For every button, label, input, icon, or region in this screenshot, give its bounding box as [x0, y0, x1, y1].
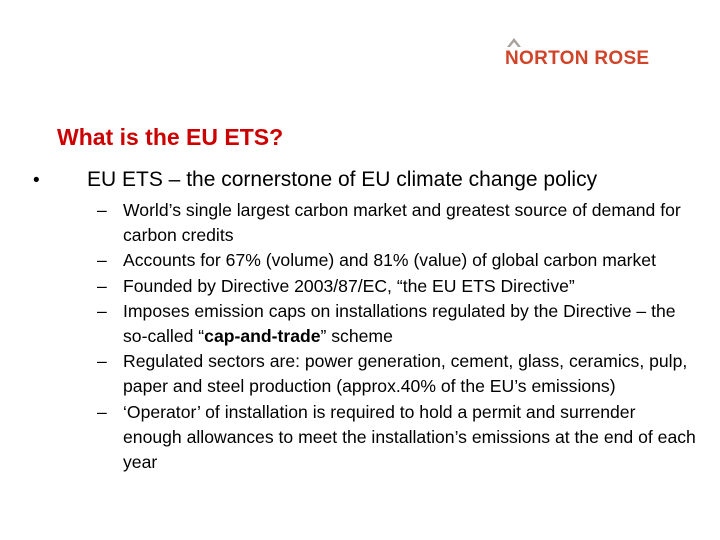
main-point: EU ETS – the cornerstone of EU climate change policy	[87, 168, 598, 191]
chevron-up-icon	[507, 38, 521, 47]
dash-bullet: –	[97, 250, 107, 271]
sub-point-list	[97, 198, 697, 475]
dash-bullet: –	[97, 275, 107, 296]
sub-point-emission-caps	[97, 299, 697, 349]
sub-point-text-before: Imposes emission caps on installations regulated by the Directive – the so-called “	[123, 300, 676, 347]
sub-point-text: Regulated sectors are: power generation, cement, glass, ceramics, pulp, paper and steel production (approx.40% of the EU’s emissions)	[123, 351, 688, 397]
dash-bullet: –	[97, 351, 107, 372]
sub-point-operator-permit	[97, 400, 697, 476]
sub-point-text: Founded by Directive 2003/87/EC, “the EU ETS Directive”	[123, 275, 575, 296]
sub-point-single-market	[97, 198, 697, 248]
dash-bullet: –	[97, 300, 107, 321]
norton-rose-logo	[503, 38, 663, 72]
sub-point-text: Accounts for 67% (volume) and 81% (value) of global carbon market	[123, 250, 656, 271]
sub-point-text: ‘Operator’ of installation is required to hold a permit and surrender enough allowances to meet the installation’s emissions at the end of each year	[123, 401, 696, 473]
sub-point-directive	[97, 274, 697, 299]
dash-bullet: –	[97, 200, 107, 220]
dash-bullet: –	[97, 401, 107, 422]
logo-text: NORTON ROSE	[505, 48, 650, 69]
sub-point-text: World’s single largest carbon market and greatest source of demand for carbon credits	[123, 200, 681, 246]
sub-point-volume-value	[97, 248, 697, 273]
sub-point-text-after: ” scheme	[320, 326, 393, 347]
sub-point-regulated-sectors	[97, 349, 697, 399]
slide-title: What is the EU ETS?	[57, 124, 284, 150]
main-bullet: •	[33, 170, 40, 191]
sub-point-bold-term: cap-and-trade	[204, 326, 321, 347]
